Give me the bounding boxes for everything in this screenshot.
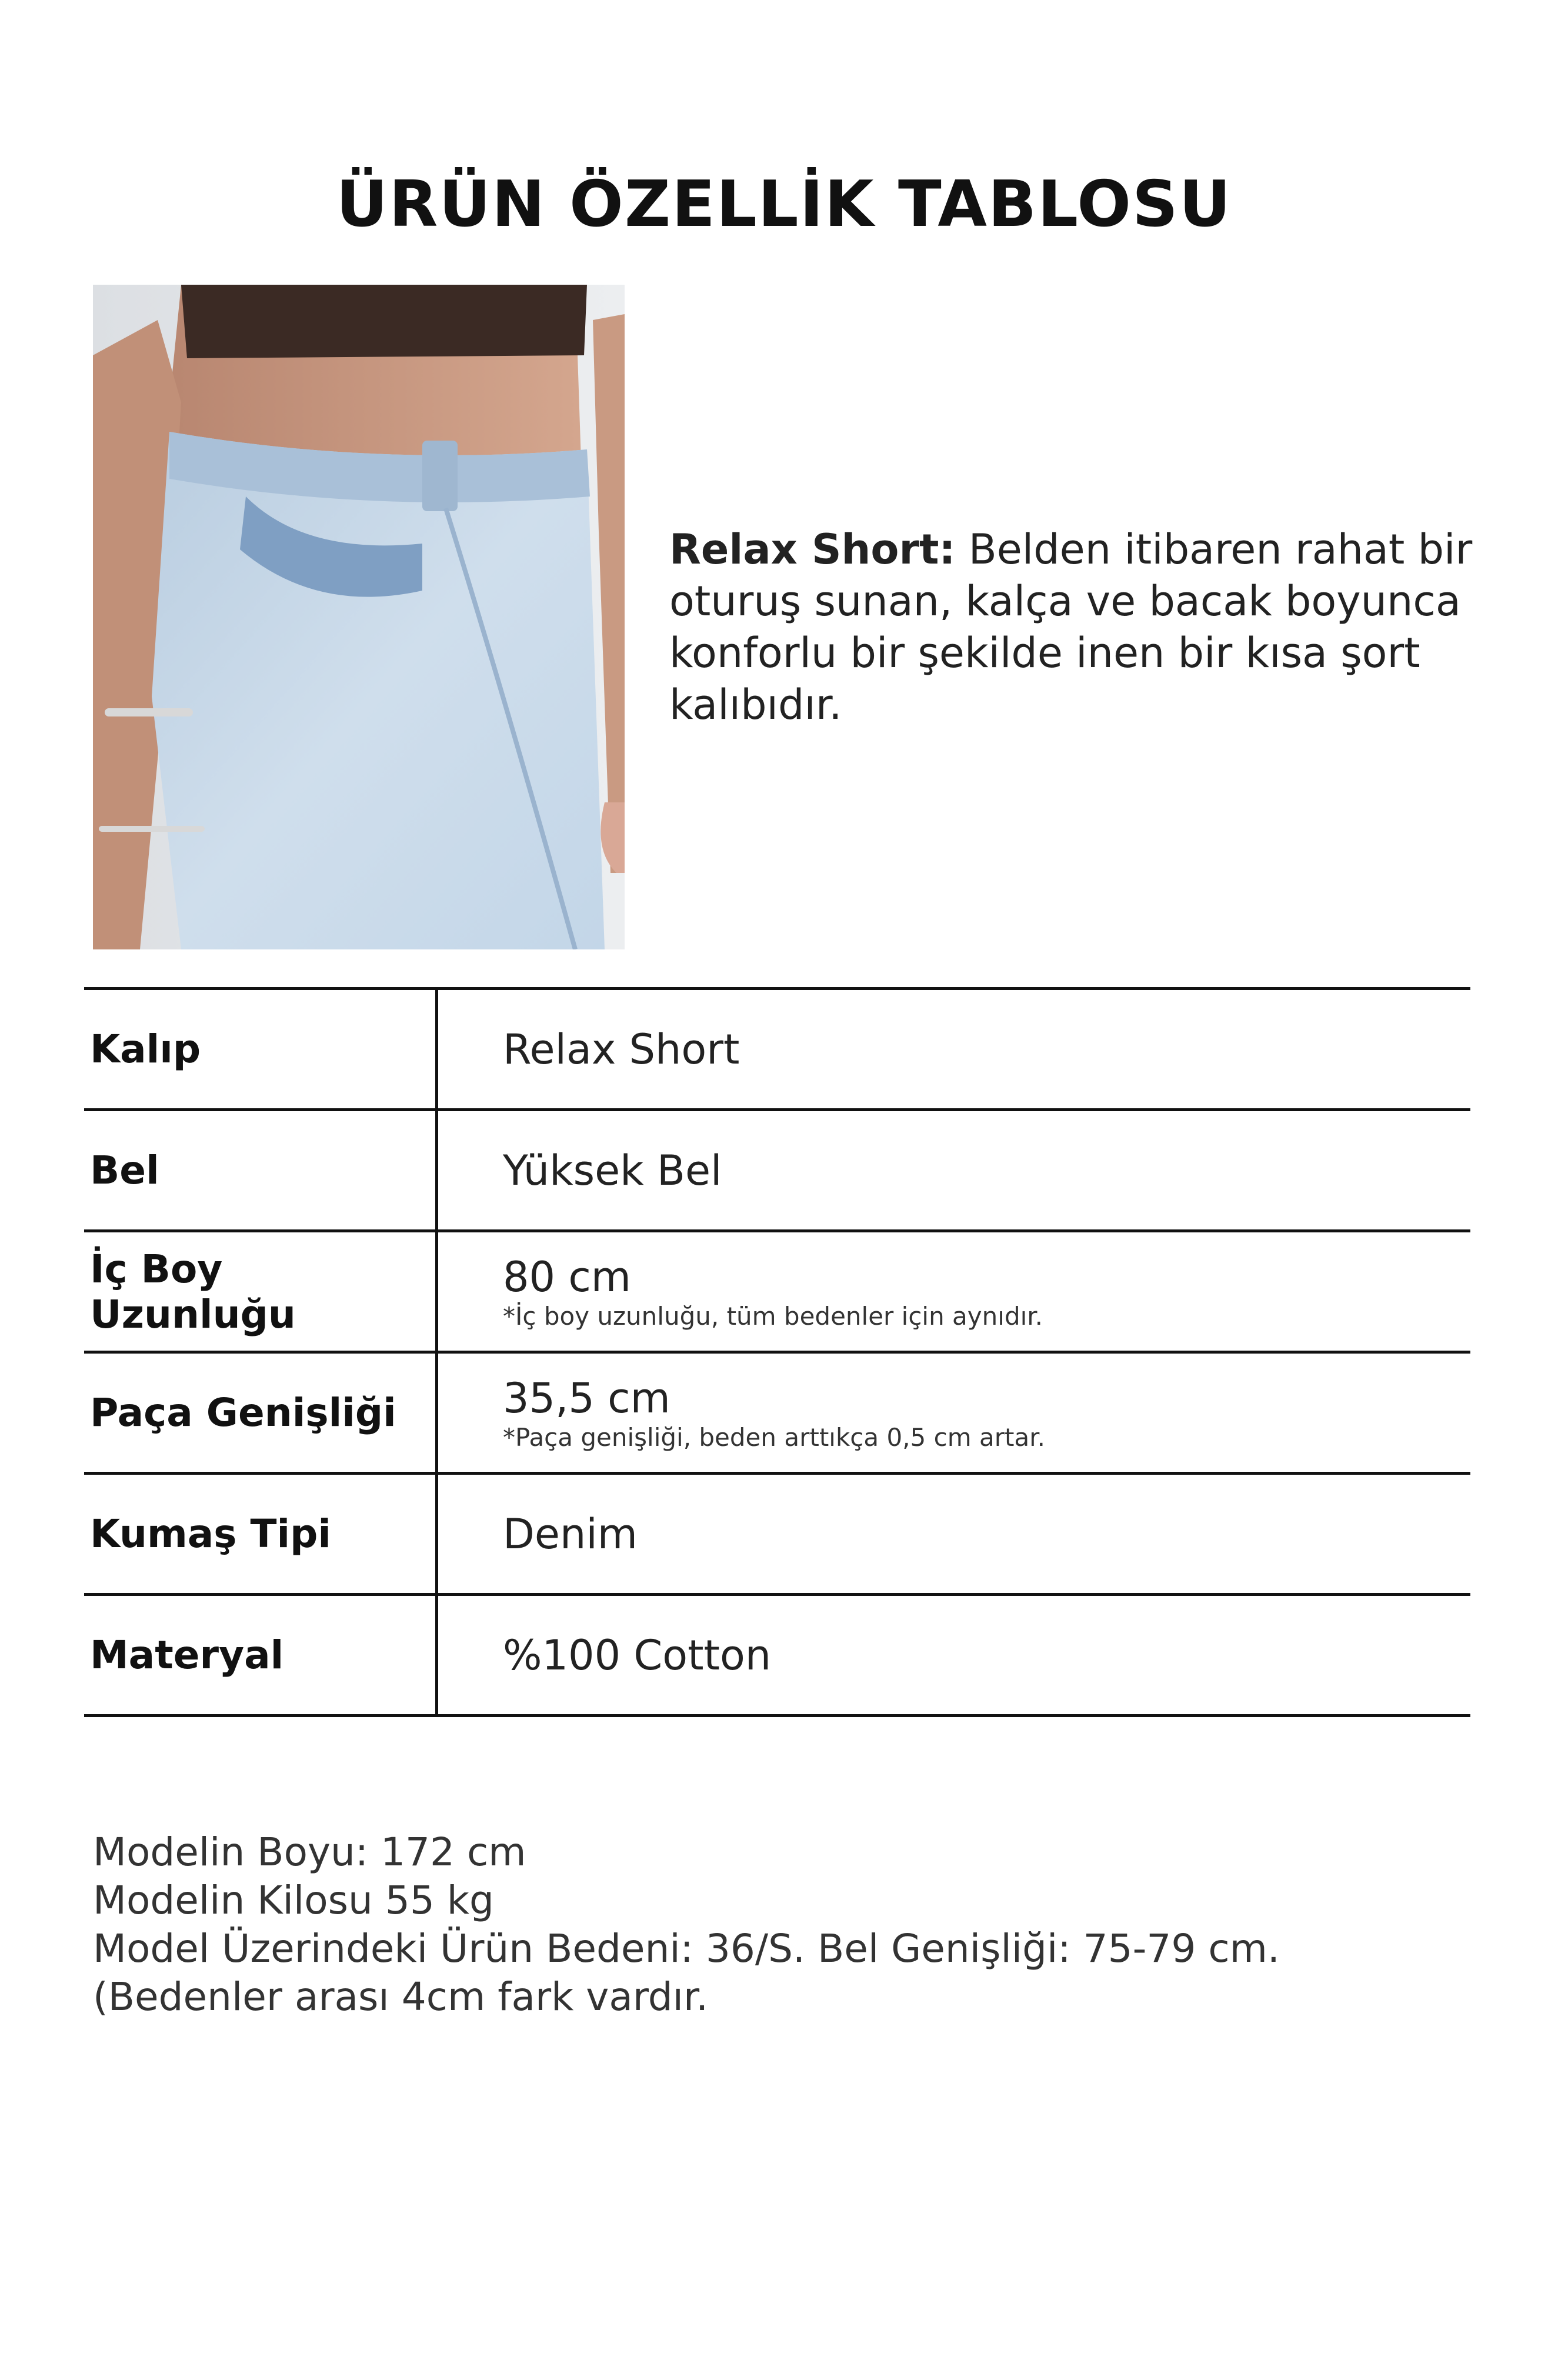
- spec-row: [84, 1475, 1470, 1596]
- spec-value-cell: [503, 1475, 1444, 1593]
- spec-row: [84, 1111, 1470, 1232]
- column-divider: [435, 1354, 438, 1472]
- spec-value: Yüksek Bel: [503, 1146, 722, 1195]
- spec-value: 80 cm: [503, 1252, 631, 1301]
- spec-value: Relax Short: [503, 1025, 740, 1074]
- spec-row: [84, 1596, 1470, 1717]
- spec-label: Paça Genişliği: [90, 1390, 396, 1435]
- spec-note: *İç boy uzunluğu, tüm bedenler için aynıdır.: [503, 1301, 1043, 1331]
- product-description: [669, 524, 1493, 731]
- spec-value-cell: [503, 1596, 1444, 1714]
- column-divider: [435, 1475, 438, 1593]
- spec-value: %100 Cotton: [503, 1631, 772, 1679]
- column-divider: [435, 990, 438, 1108]
- description-text: Belden itibaren rahat bir oturuş sunan, kalça ve bacak boyunca konforlu bir şekilde inen bir kısa şort kalıbıdır.: [669, 525, 1473, 729]
- spec-value-cell: [503, 1354, 1444, 1472]
- spec-value-cell: [503, 1111, 1444, 1229]
- model-height: Modelin Boyu: 172 cm: [93, 1829, 526, 1875]
- spec-label: Kumaş Tipi: [90, 1511, 332, 1557]
- model-info: [93, 1828, 1446, 2021]
- spec-table: [84, 987, 1470, 1717]
- jeans-shorts-photo-icon: [93, 285, 625, 949]
- description-lead: Relax Short:: [669, 525, 956, 574]
- spec-row: [84, 1354, 1470, 1475]
- spec-value-cell: [503, 1232, 1444, 1351]
- product-photo: [93, 285, 625, 949]
- spec-row: [84, 990, 1470, 1111]
- spec-label: Bel: [90, 1148, 159, 1193]
- column-divider: [435, 1596, 438, 1714]
- spec-note: *Paça genişliği, beden arttıkça 0,5 cm artar.: [503, 1422, 1045, 1452]
- spec-value: Denim: [503, 1509, 638, 1558]
- page-title: ÜRÜN ÖZELLİK TABLOSU: [336, 168, 1232, 241]
- model-weight: Modelin Kilosu 55 kg: [93, 1878, 494, 1923]
- spec-label: İç Boy Uzunluğu: [90, 1246, 296, 1337]
- model-size: Model Üzerindeki Ürün Bedeni: 36/S. Bel Genişliği: 75-79 cm. (Bedenler arası 4cm fark vardır.: [93, 1926, 1280, 2019]
- spec-value-cell: [503, 990, 1444, 1108]
- spec-value: 35,5 cm: [503, 1374, 670, 1422]
- spec-label: Kalıp: [90, 1026, 201, 1072]
- column-divider: [435, 1111, 438, 1229]
- column-divider: [435, 1232, 438, 1351]
- spec-label: Materyal: [90, 1632, 284, 1678]
- spec-row: [84, 1232, 1470, 1354]
